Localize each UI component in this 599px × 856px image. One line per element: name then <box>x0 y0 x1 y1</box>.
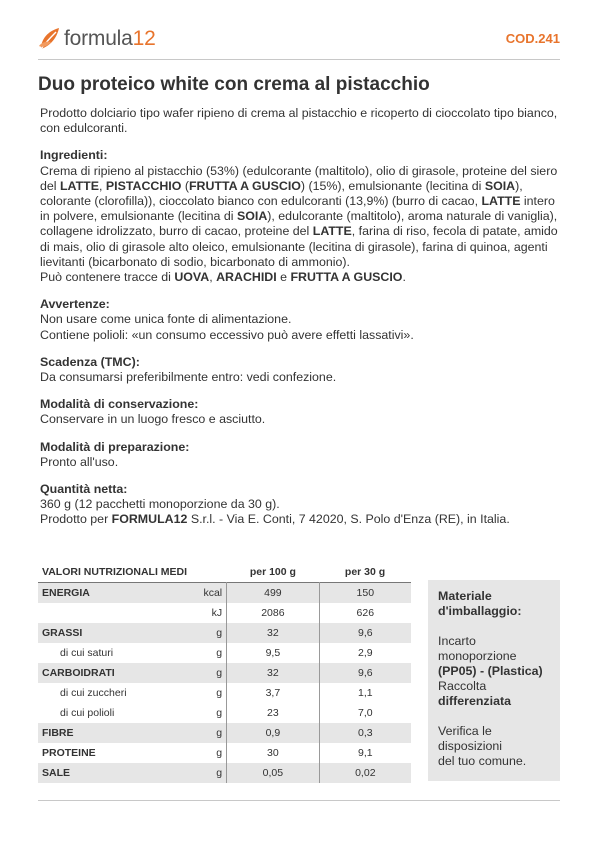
nutrient-unit: g <box>174 723 227 743</box>
nutrient-name: GRASSI <box>38 623 174 643</box>
nutrient-name: CARBOIDRATI <box>38 663 174 683</box>
nutrient-value-per100: 0,9 <box>227 723 320 743</box>
nutrition-header-row <box>38 562 411 583</box>
nutrition-header-per30: per 30 g <box>344 566 386 578</box>
nutrient-value-per30: 2,9 <box>319 643 411 663</box>
warning-line: Contiene polioli: «un consumo eccessivo può avere effetti lassativi». <box>40 327 414 342</box>
traces-part: , <box>209 270 217 285</box>
nutrient-name: PROTEINE <box>42 747 96 759</box>
warnings-section <box>40 297 560 343</box>
preparation-text: Pronto all'uso. <box>40 454 119 469</box>
quantity-text: 360 g (12 pacchetti monoporzione da 30 g). <box>40 497 280 512</box>
traces-part: Può contenere tracce di <box>40 270 175 285</box>
warnings-heading: Avvertenze: <box>40 297 110 312</box>
packaging-line: differenziata <box>438 694 511 708</box>
allergen: SOIA <box>236 209 268 224</box>
table-row <box>38 603 411 623</box>
allergen: ARACHIDI <box>216 270 277 285</box>
divider-bottom <box>38 800 560 801</box>
nutrient-value-per30: 1,1 <box>319 683 411 703</box>
header <box>38 22 560 56</box>
warning-line: Non usare come unica fonte di alimentazione. <box>40 312 292 327</box>
ingredients-part: intero in polvere, emulsionante (lecitina di <box>40 194 555 224</box>
ingredients-part: ), colorante (clorofilla)), cioccolato bianco con edulcoranti (13,9%) (burro di cacao, <box>40 178 523 209</box>
packaging-line: monoporzione <box>438 649 517 663</box>
table-row <box>38 623 411 643</box>
packaging-heading: d'imballaggio: <box>438 604 522 618</box>
nutrient-unit: g <box>174 623 227 643</box>
producer-brand: FORMULA12 <box>111 512 188 527</box>
nutrient-name: ENERGIA <box>38 583 174 604</box>
expiry-section <box>40 355 560 385</box>
nutrient-name: di cui zuccheri <box>60 687 127 699</box>
traces-text <box>40 270 560 285</box>
table-row <box>38 723 411 743</box>
nutrient-unit: g <box>216 687 223 699</box>
allergen: LATTE <box>481 194 521 209</box>
nutrition-table <box>38 562 411 783</box>
preparation-section <box>40 440 560 470</box>
nutrient-name: FIBRE <box>38 723 174 743</box>
table-row <box>38 763 411 783</box>
packaging-box <box>428 580 560 781</box>
brand-name <box>64 27 156 51</box>
nutrient-value-per30: 9,6 <box>319 623 411 643</box>
nutrient-value-per30: 9,1 <box>319 743 411 763</box>
ingredients-part: , farina di riso, fecola di patate, amido di mais, olio di girasole alto oleico, emulsionante (lecitina di girasole), farina di quinoa, agenti lievitanti (bicarbonato di sodio, bicarbonato di ammonio). <box>40 224 558 269</box>
nutrient-value-per100: 32 <box>227 623 320 643</box>
producer-part: S.r.l. - Via E. Conti, 7 42020, S. Polo d'Enza (RE), in Italia. <box>187 512 510 527</box>
storage-heading: Modalità di conservazione: <box>40 397 199 412</box>
ingredients-part: Crema di ripieno al pistacchio (53%) (edulcorante (maltitolo), olio di girasole, proteine del siero del <box>40 163 558 193</box>
table-row <box>38 683 411 703</box>
packaging-line: del tuo comune. <box>438 754 527 768</box>
nutrient-unit: g <box>216 747 223 759</box>
ingredients-part: , <box>98 178 106 193</box>
ingredients-section <box>40 148 560 285</box>
nutrient-name: di cui polioli <box>60 707 115 719</box>
storage-section <box>40 397 560 427</box>
nutrient-value-per30: 7,0 <box>319 703 411 723</box>
nutrient-value-per30: 150 <box>319 583 411 604</box>
allergen: PISTACCHIO <box>105 178 182 193</box>
storage-text: Conservare in un luogo fresco e asciutto. <box>40 412 266 427</box>
preparation-heading: Modalità di preparazione: <box>40 439 190 454</box>
expiry-text: Da consumarsi preferibilmente entro: vedi confezione. <box>40 370 337 385</box>
brand-number: 12 <box>132 27 156 50</box>
nutrient-value-per30: 0,3 <box>319 723 411 743</box>
allergen: FRUTTA A GUSCIO <box>290 270 403 285</box>
nutrient-value-per100: 0,05 <box>227 763 320 783</box>
nutrient-unit: g <box>216 707 223 719</box>
nutrient-value-per100: 23 <box>227 703 320 723</box>
nutrition-header-label: VALORI NUTRIZIONALI MEDI <box>42 566 188 578</box>
nutrient-unit: kJ <box>211 607 223 619</box>
table-row <box>38 643 411 663</box>
ingredients-part: ), edulcorante (maltitolo), aroma naturale di vaniglia), collagene idrolizzato, burro di cacao, proteine del <box>40 209 558 239</box>
table-row <box>38 583 411 604</box>
quantity-section <box>40 482 560 512</box>
packaging-heading: Materiale <box>438 589 492 603</box>
table-row <box>38 703 411 723</box>
packaging-line: Verifica le <box>438 724 492 738</box>
ingredients-part: ) (15%), emulsionante (lecitina di <box>300 178 485 193</box>
divider-top <box>38 59 560 60</box>
nutrient-value-per100: 2086 <box>227 603 320 623</box>
page-title: Duo proteico white con crema al pistacchio <box>38 74 430 95</box>
brand-text: formula <box>64 27 133 50</box>
allergen: SOIA <box>484 178 516 193</box>
nutrient-unit: g <box>216 647 223 659</box>
allergen: LATTE <box>312 224 352 239</box>
nutrient-value-per100: 9,5 <box>227 643 320 663</box>
nutrient-unit: g <box>174 763 227 783</box>
traces-part: e <box>276 270 291 285</box>
traces-part: . <box>402 270 406 285</box>
packaging-line: disposizioni <box>438 739 503 753</box>
table-row <box>38 743 411 763</box>
packaging-line: Raccolta <box>438 679 487 693</box>
leaf-logo-icon <box>38 25 62 53</box>
nutrient-value-per30: 9,6 <box>319 663 411 683</box>
product-code: COD.241 <box>505 31 560 46</box>
nutrient-value-per100: 499 <box>227 583 320 604</box>
description: Prodotto dolciario tipo wafer ripieno di crema al pistacchio e ricoperto di cioccolato tipo bianco, con edulcoranti. <box>40 106 558 136</box>
ingredients-part: ( <box>181 178 189 193</box>
nutrient-value-per100: 3,7 <box>227 683 320 703</box>
table-row <box>38 663 411 683</box>
nutrient-name: di cui saturi <box>60 647 114 659</box>
nutrient-unit: g <box>174 663 227 683</box>
producer-line <box>40 512 560 527</box>
nutrient-name <box>38 603 174 623</box>
nutrient-name: SALE <box>38 763 174 783</box>
allergen: LATTE <box>59 178 99 193</box>
nutrient-value-per30: 0,02 <box>319 763 411 783</box>
expiry-heading: Scadenza (TMC): <box>40 354 140 369</box>
nutrition-header-per100: per 100 g <box>249 566 296 578</box>
nutrient-value-per100: 32 <box>227 663 320 683</box>
nutrient-value-per30: 626 <box>319 603 411 623</box>
brand-logo <box>38 22 156 56</box>
ingredients-heading: Ingredienti: <box>40 148 108 163</box>
allergen: UOVA <box>174 270 210 285</box>
nutrient-unit: kcal <box>174 583 227 604</box>
packaging-material-code: (PP05) - (Plastica) <box>438 664 543 678</box>
allergen: FRUTTA A GUSCIO <box>188 178 301 193</box>
nutrient-value-per100: 30 <box>227 743 320 763</box>
ingredients-text <box>40 164 560 270</box>
producer-part: Prodotto per <box>40 512 112 527</box>
quantity-heading: Quantità netta: <box>40 482 128 497</box>
packaging-line: Incarto <box>438 634 476 648</box>
label-content <box>40 106 560 528</box>
